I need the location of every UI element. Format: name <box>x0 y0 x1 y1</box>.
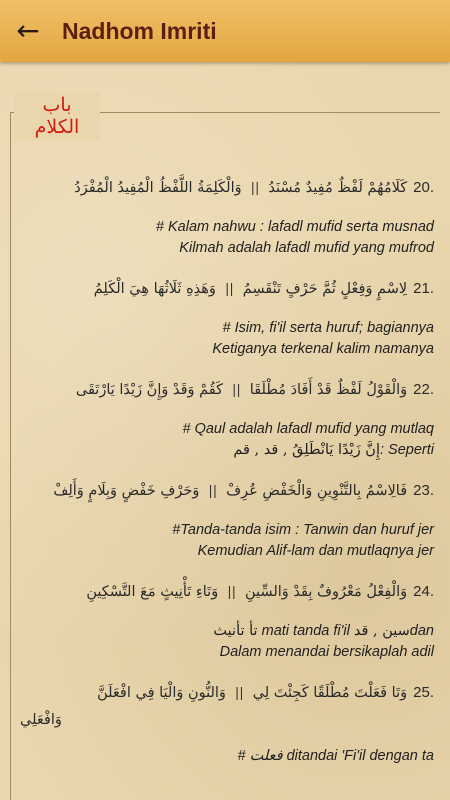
verse-separator: || <box>227 585 236 600</box>
verse-left: لِاسْمٍ وَفِعْلٍ ثُمَّ حَرْفٍ تَنْقَسِمُ <box>242 281 408 297</box>
verse-arabic-continuation: وَافْعَلِي <box>20 712 62 728</box>
app-bar <box>0 0 450 62</box>
page-title: Nadhom Imriti <box>62 17 217 44</box>
verse-translation <box>20 217 434 259</box>
verse-left: كَلَامُهُمْ لَفْظٌ مُفِيدٌ مُسْنَدُ <box>268 180 408 196</box>
translation-line1: # فعلت ditandai 'Fi'il dengan ta <box>237 748 434 764</box>
translation-line1: # Isim, fi'il serta huruf; bagiannya <box>222 320 434 336</box>
verse-arabic <box>20 275 434 304</box>
translation-text: : Seperti <box>380 442 434 458</box>
verse-arabic <box>20 679 434 708</box>
translation-line1 <box>20 621 434 642</box>
arrow-left-icon[interactable]: ← <box>16 14 40 47</box>
verse-separator: || <box>208 484 218 499</box>
verse-22 <box>20 376 434 461</box>
verse-translation <box>20 419 434 461</box>
verse-number: 20. <box>413 179 434 196</box>
verse-arabic <box>20 578 434 607</box>
verse-arabic <box>20 376 434 405</box>
verse-number: 25. <box>413 684 434 701</box>
verse-translation <box>20 621 434 663</box>
verse-left: فَالِاسْمُ بِالتَّنْوِينِ وَالْخَفْضِ عُرِفْ <box>226 483 408 499</box>
verse-21 <box>20 275 434 360</box>
verse-number: 23. <box>413 482 434 499</box>
chapter-label-line1: باب <box>42 94 72 116</box>
verse-translation <box>20 318 434 360</box>
verse-right: وَحَرْفِ خَفْضٍ وَبِلَامٍ وَأَلِفْ <box>53 483 200 499</box>
translation-line1: #Tanda-tanda isim : Tanwin dan huruf jer <box>172 522 434 538</box>
translation-text: mati tanda fi'il <box>257 623 354 639</box>
verse-arabic <box>20 477 434 506</box>
verse-number: 24. <box>413 583 434 600</box>
verse-23 <box>20 477 434 562</box>
verse-left: وَالْفِعْلُ مَعْرُوفٌ بِقَدْ وَالسِّينِ <box>244 584 408 600</box>
verse-24 <box>20 578 434 663</box>
translation-line2: Kilmah adalah lafadl mufid yang mufrod <box>179 240 434 256</box>
verse-left: وَتَا فَعَلْتَ مُطْلَقًا كَجِئْتَ لِي <box>252 685 408 701</box>
verse-separator: || <box>250 181 260 196</box>
verse-right: وَالْكَلِمَةُ اللَّفْظُ الْمُفِيدُ الْمُفْرَدُ <box>74 180 242 196</box>
verse-number: 21. <box>413 280 434 297</box>
chapter-label <box>14 92 100 140</box>
verse-right: وَهَذِهِ ثَلَاثُهَا هِيَ الْكَلِمُ <box>93 281 216 297</box>
verse-translation <box>20 746 434 767</box>
verse-number: 22. <box>413 381 434 398</box>
content-area[interactable] <box>0 62 450 800</box>
verse-right: كَقُمْ وَقَدْ وَإِنَّ زَيْدًا يَارْتَقَى <box>75 382 224 398</box>
verse-separator: || <box>224 282 234 297</box>
translation-line2 <box>20 440 434 461</box>
translation-line1: # Kalam nahwu : lafadl mufid serta musnad <box>155 219 434 235</box>
verse-20 <box>20 174 434 259</box>
translation-line2: Kemudian Alif-lam dan mutlaqnya jer <box>197 543 434 559</box>
translation-line2: Dalam menandai bersikaplah adil <box>219 644 434 660</box>
chapter-label-line2: الكلام <box>34 116 80 138</box>
verse-separator: || <box>232 383 241 398</box>
verse-separator: || <box>234 686 244 701</box>
verse-right: وَتَاءِ تَأْنِيثٍ مَعَ التَّسْكِينِ <box>86 584 219 600</box>
translation-text: dan <box>409 623 434 639</box>
translation-line1: # Qaul adalah lafadl mufid yang mutlaq <box>182 421 434 437</box>
verse-left: وَالْقَوْلُ لَفْظٌ قَدْ أَفَادَ مُطْلَقَا <box>249 382 408 398</box>
verse-translation <box>20 520 434 562</box>
translation-arabic: إِنَّ زَيْدًا يَانْطَلِقُ , قد , قم <box>233 442 380 458</box>
verse-25 <box>20 679 434 767</box>
translation-arabic: تأ تأنيث <box>213 623 258 639</box>
verse-arabic <box>20 174 434 203</box>
verse-list <box>20 174 434 783</box>
verse-right: وَالنُّونِ وَالْيَا فِي افْعَلَنَّ <box>97 685 226 701</box>
translation-arabic: سين , قد <box>353 623 410 639</box>
translation-line2: Ketiganya terkenal kalim namanya <box>212 341 434 357</box>
